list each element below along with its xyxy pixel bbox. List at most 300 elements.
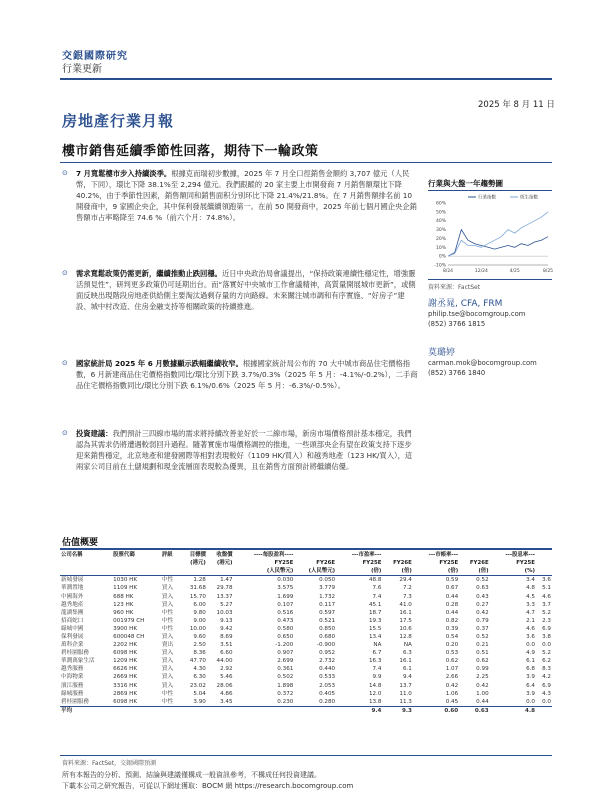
table-cell: 買入	[161, 593, 174, 600]
table-cell: 綠城中國	[61, 625, 84, 632]
table-cell: 3.6	[542, 577, 551, 584]
table-cell: 綠城服務	[61, 690, 84, 697]
table-cell: 10.03	[216, 609, 233, 616]
table-cell: 0.680	[319, 633, 336, 640]
table-cell: 0.580	[277, 625, 294, 632]
table-header-cell: FY26E	[469, 560, 489, 567]
table-header-cell	[207, 567, 234, 576]
table-cell: 0.44	[476, 698, 489, 705]
table-header-cell: (人民幣元)	[234, 567, 295, 576]
table-cell: 6.1	[526, 658, 535, 665]
table-cell: 0.0	[542, 642, 551, 649]
series-line	[448, 212, 548, 256]
headline-divider	[60, 162, 552, 163]
report-headline: 樓市銷售延續季節性回落，期待下一輪政策	[62, 144, 319, 159]
table-cell: 0.907	[277, 650, 294, 657]
table-cell: 中性	[161, 690, 174, 697]
table-row	[60, 584, 552, 592]
table-cell: 5.1	[542, 585, 551, 592]
table-cell: 44.00	[216, 658, 233, 665]
y-tick-label: -10%	[434, 263, 446, 269]
table-cell: 2869 HK	[113, 690, 138, 697]
table-cell: 0.45	[445, 698, 459, 705]
analyst-phone: (852) 3766 1815	[428, 320, 486, 328]
table-header-cell	[536, 551, 552, 559]
table-cell: 9.4	[336, 706, 382, 715]
table-cell: 600048 CH	[113, 633, 145, 640]
table-cell: 中國海外	[61, 593, 84, 600]
table-total-row	[60, 706, 552, 715]
table-cell: 23.02	[189, 682, 206, 689]
table-header-row	[60, 551, 552, 559]
table-cell: 9.42	[220, 625, 233, 632]
table-cell: 29.4	[399, 577, 412, 584]
table-header-cell: (人民幣元)	[294, 567, 336, 576]
table-cell: 0.52	[476, 577, 489, 584]
analyst-name: 謝丞晁, CFA, FRM	[428, 299, 503, 309]
table-header-cell	[60, 559, 112, 567]
table-cell: 1209 HK	[113, 658, 138, 665]
table-cell: 4.7	[526, 609, 535, 616]
table-cell: 1030 HK	[113, 577, 138, 584]
table-cell: 2.25	[476, 674, 489, 681]
table-cell: 7.2	[402, 585, 412, 592]
table-cell: 4.30	[193, 666, 206, 673]
table-cell: 0.597	[319, 609, 336, 616]
table-cell: 2669 HK	[113, 674, 138, 681]
table-cell: 越秀服務	[61, 666, 84, 673]
table-cell: 6.1	[402, 666, 412, 673]
table-cell: 7.6	[372, 585, 382, 592]
table-header-cell: 目標價	[189, 552, 206, 559]
table-cell: 華潤萬象生活	[61, 658, 95, 665]
table-cell: 5.2	[542, 650, 551, 657]
table-header-cell: (倍)	[459, 567, 489, 576]
table-cell: 0.107	[277, 601, 294, 608]
table-cell: 2.732	[319, 658, 336, 665]
table-cell: 3.7	[542, 601, 551, 608]
table-cell: 0.39	[445, 625, 459, 632]
table-header-cell: (港元)	[216, 560, 233, 567]
table-cell: 買入	[161, 658, 174, 665]
table-cell: 688 HK	[113, 593, 134, 600]
valuation-table	[60, 551, 552, 715]
analyst-card	[428, 296, 525, 329]
table-cell: 0.63	[476, 585, 489, 592]
table-cell: 48.8	[368, 577, 382, 584]
table-cell: 9.60	[193, 633, 206, 640]
table-cell: 18.7	[368, 609, 382, 616]
bullet-icon: ⊙	[62, 269, 68, 277]
chart-bottom-divider	[428, 279, 552, 280]
table-cell	[180, 706, 207, 715]
table-cell: 買入	[161, 633, 174, 640]
table-cell: 17.5	[399, 617, 412, 624]
table-cell: 0.37	[476, 625, 489, 632]
table-cell: 0.0	[526, 642, 535, 649]
table-cell: 2.92	[220, 666, 233, 673]
table-cell: 1.07	[445, 666, 459, 673]
table-cell: 2.66	[445, 674, 459, 681]
table-cell: 6098 HK	[113, 698, 138, 705]
table-cell: 0.62	[476, 658, 489, 665]
table-cell: 16.1	[399, 658, 412, 665]
table-cell: 4.2	[542, 674, 551, 681]
y-tick-label: 30%	[435, 228, 446, 234]
table-row	[60, 665, 552, 673]
table-cell: 15.5	[368, 625, 382, 632]
table-header-cell	[112, 559, 161, 567]
table-row	[60, 657, 552, 665]
table-cell: -1.200	[275, 642, 294, 649]
table-cell: 1.898	[277, 682, 294, 689]
table-row	[60, 633, 552, 641]
table-cell: 6.2	[542, 658, 551, 665]
table-cell: 0.405	[319, 690, 336, 697]
table-cell: 2.3	[542, 617, 551, 624]
table-cell: 9.3	[382, 706, 412, 715]
table-header-cell: FY26E	[393, 560, 412, 567]
table-cell: 29.78	[216, 585, 233, 592]
table-cell: 濱江服務	[61, 682, 84, 689]
analyst-email[interactable]: carman.mok@bocomgroup.com	[428, 359, 537, 367]
table-cell: 4.8	[526, 585, 535, 592]
table-cell: 2.053	[319, 682, 336, 689]
table-cell: 6.9	[542, 625, 551, 632]
table-cell: 萬科企業	[61, 642, 84, 649]
table-cell: 買入	[161, 682, 174, 689]
table-cell: 3900 HK	[113, 625, 138, 632]
table-cell: 11.0	[399, 690, 412, 697]
table-cell: 6.30	[193, 674, 206, 681]
table-cell	[294, 706, 336, 715]
table-header-cell: FY26E	[316, 560, 336, 567]
table-cell: 0.62	[445, 658, 459, 665]
table-row	[60, 682, 552, 690]
table-cell: 1.732	[319, 593, 336, 600]
table-cell: 0.361	[277, 666, 294, 673]
bullet-point	[62, 428, 418, 472]
table-header-cell	[161, 567, 180, 576]
table-cell: 0.650	[277, 633, 294, 640]
table-cell: 47.70	[189, 658, 206, 665]
table-cell: 001979 CH	[113, 617, 145, 624]
chart-source: 資料來源：FactSet	[428, 284, 481, 291]
table-cell: 保利發展	[61, 633, 84, 640]
table-cell: 6.60	[220, 650, 233, 657]
table-row	[60, 592, 552, 600]
table-cell: 10.00	[189, 625, 206, 632]
download-link-text[interactable]: 下載本公司之研究報告，可從以下網址獲取：BOCM 網 https://research.bocomgroup.com	[62, 782, 354, 790]
table-cell: 4.5	[526, 593, 535, 600]
table-cell: 0.20	[445, 642, 459, 649]
table-cell: 0.473	[277, 617, 294, 624]
table-cell: 平均	[60, 706, 112, 715]
analyst-phone: (852) 3766 1840	[428, 369, 486, 377]
table-row	[60, 625, 552, 633]
y-tick-label: 0%	[438, 254, 446, 260]
table-cell: 6098 HK	[113, 650, 138, 657]
table-cell: 16.3	[368, 658, 382, 665]
table-cell: 8.36	[193, 650, 206, 657]
table-cell: 0.27	[476, 601, 489, 608]
table-cell: 6626 HK	[113, 666, 138, 673]
table-cell: 0.42	[445, 682, 459, 689]
table-cell: 960 HK	[113, 609, 134, 616]
x-tick-label: 4/25	[509, 269, 520, 274]
table-bottom-divider	[60, 755, 552, 756]
chart-lines	[448, 194, 548, 257]
table-row	[60, 690, 552, 698]
analyst-card	[428, 345, 537, 378]
table-cell: 0.63	[459, 706, 489, 715]
report-date: 2025 年 8 月 11 日	[478, 100, 555, 110]
table-cell: 3.90	[193, 698, 206, 705]
table-cell: 買入	[161, 650, 174, 657]
table-cell: 0.52	[476, 633, 489, 640]
table-cell: 碧桂園服務	[61, 698, 89, 705]
table-cell: 45.1	[368, 601, 382, 608]
table-cell: 0.59	[445, 577, 459, 584]
legend-label: 行業指數	[478, 195, 496, 201]
series-line	[448, 230, 548, 257]
table-cell: 0.82	[445, 617, 459, 624]
table-cell: 中性	[161, 625, 174, 632]
table-header-row	[60, 559, 552, 567]
bullet-lead: 7 月寬鬆樓市步入持續淡季。	[76, 169, 172, 178]
table-cell: 9.80	[193, 609, 206, 616]
report-type: 行業更新	[62, 64, 102, 75]
table-cell: 3.45	[220, 698, 233, 705]
table-cell: 中海物業	[61, 674, 84, 681]
table-cell: 0.67	[445, 585, 459, 592]
table-header-cell: ---市盈率---	[351, 552, 382, 559]
legend-label: 恆生指數	[520, 195, 538, 201]
chart-axes	[434, 201, 553, 275]
table-cell: 0.79	[476, 617, 489, 624]
table-cell	[234, 706, 295, 715]
bullet-lead: 投資建議：	[76, 429, 113, 438]
table-cell: 11.3	[399, 698, 412, 705]
table-cell: 1.28	[193, 577, 206, 584]
table-cell: 31.68	[189, 585, 206, 592]
table-cell: 4.6	[526, 625, 535, 632]
bullet-text: 我們預計三四線市場的需求將持續改善並好於一二線市場，新房市場價格預計基本穩定，我們認為其需求仍將遭遇較弱回升過程。隨著實施市場價格調控的推進，一些頭部央企有望在政策支持下逐步迎來銷售穩定，北京地產和建發國際等相對表現較好（1109 HK/買入）和越秀地產（123 HK/買入），這兩家公司目前在土儲規劃和現金流層面表現較為優異，且在銷售方面預計將繼續佔優。	[76, 429, 413, 471]
table-cell: 華潤置地	[61, 585, 84, 592]
table-cell: 41.0	[399, 601, 412, 608]
table-header-cell: (倍)	[336, 567, 382, 576]
bullet-text: 近日中央政治局會議提出，“保持政策連續性穩定性，增強靈活預見性”，研判更多政策仍可延期出台。而“落實好中央城市工作會議精神，高質量開展城市更新”，或側面反映出現階段房地產供給側主要淘汰過剩存量的方向路線。未來關注城市調和有序實施、“好房子”建設、城中村改造、住房金融支持等相關政策的持續推進。	[76, 269, 416, 311]
table-cell: 14.8	[368, 682, 382, 689]
table-cell: 3.9	[526, 690, 535, 697]
bullet-text: 根據國家統計局公布的 70 大中城市商品住宅價格指數，6 月新建商品住宅價格指數同比/環比分別下跌 3.7%/0.3%（2025 年 5 月：-4.1%/-0.2%），二手商品住宅價格指數同比/環比分別下跌 6.1%/0.6%（2025 年 5 月：-6.3%/-0.5%）。	[76, 359, 418, 390]
bullet-point	[62, 268, 418, 312]
x-tick-label: 8/25	[542, 269, 554, 274]
chart-title: 行業與大盤一年趨勢圖	[428, 179, 503, 188]
bullet-icon: ⊙	[62, 169, 68, 177]
table-cell: 3.51	[220, 642, 233, 649]
table-cell: 0.521	[319, 617, 336, 624]
table-cell: 6.7	[372, 650, 382, 657]
table-row	[60, 609, 552, 617]
y-tick-label: 20%	[435, 236, 446, 242]
table-cell: 0.21	[476, 642, 489, 649]
table-header-cell	[60, 567, 112, 576]
table-header-cell: 股票代碼	[113, 552, 135, 559]
table-cell: 3.6	[526, 633, 535, 640]
table-row	[60, 601, 552, 609]
table-cell: 龍湖集團	[61, 609, 84, 616]
table-cell: 4.8	[490, 706, 536, 715]
table-row	[60, 576, 552, 585]
table-cell: 7.3	[402, 593, 412, 600]
table-header-cell	[382, 551, 412, 559]
table-cell: 買入	[161, 601, 174, 608]
table-cell: 4.86	[220, 690, 233, 697]
table-cell: 2.699	[277, 658, 294, 665]
table-cell: NA	[403, 642, 412, 649]
table-cell: 0.952	[319, 650, 336, 657]
table-header-cell: (倍)	[413, 567, 459, 576]
table-cell: 1.00	[476, 690, 489, 697]
table-cell: 10.6	[399, 625, 412, 632]
table-cell: 6.4	[526, 682, 535, 689]
table-header-cell: 公司名稱	[61, 552, 83, 559]
table-cell: 新城發展	[61, 577, 84, 584]
table-cell: 0.99	[476, 666, 489, 673]
table-cell: 0.43	[476, 593, 489, 600]
section-title: 房地產行業月報	[62, 112, 175, 130]
bullet-point	[62, 358, 418, 391]
table-cell: 28.06	[216, 682, 233, 689]
table-cell: 3.4	[526, 577, 535, 584]
table-cell: 9.13	[220, 617, 233, 624]
table-row	[60, 649, 552, 657]
table-cell	[112, 706, 161, 715]
table-cell: 中性	[161, 609, 174, 616]
bullet-text: 根據克而瑞初步數據，2025 年 7 月全口徑銷售金額約 3,707 億元（人民幣，下同），環比下降 38.1%至 2,294 億元。我們跟蹤的 20 家主要上市開發商 7 月銷售額環比下降 40.2%，由于季節性因素，銷售額同和銷售面积分别环比下降 21.4%/21.8%。在 7 月銷售額排名前 10 開發商中，9 家國企央企，其中保利發展繼續領跑第一。在前 50 開發商中，2025 年前七個月國企央企銷售額市占率略降至 74.6 %（前六个月：74.8%）。	[76, 169, 417, 222]
table-cell: 7.4	[372, 593, 382, 600]
table-cell: 6.3	[402, 650, 412, 657]
table-cell: 0.533	[319, 674, 336, 681]
table-cell: 招商蛇口	[61, 617, 84, 624]
table-cell: 0.44	[445, 593, 459, 600]
table-cell: 8.3	[542, 666, 551, 673]
table-cell: 中性	[161, 577, 174, 584]
table-cell: 9.9	[372, 674, 382, 681]
table-cell: 0.440	[319, 666, 336, 673]
table-cell: 0.60	[413, 706, 459, 715]
table-cell: 15.70	[189, 593, 206, 600]
analyst-name: 莫璐婷	[428, 348, 456, 358]
table-cell: 8.69	[220, 633, 233, 640]
table-cell: 9.4	[402, 674, 412, 681]
table-header-cell	[161, 559, 180, 567]
table-cell: 9.00	[193, 617, 206, 624]
table-cell: NA	[373, 642, 382, 649]
table-cell: 12.8	[399, 633, 412, 640]
table-cell: 5.2	[542, 609, 551, 616]
analyst-email[interactable]: philip.tse@bocomgroup.com	[428, 310, 526, 318]
y-tick-label: 40%	[435, 219, 446, 225]
table-cell: 0.51	[476, 650, 489, 657]
table-cell	[161, 706, 180, 715]
y-tick-label: 10%	[435, 245, 446, 251]
table-cell: 0.030	[277, 577, 294, 584]
table-cell: 中性	[161, 617, 174, 624]
table-cell: 越秀地產	[61, 601, 84, 608]
table-cell: 7.4	[372, 666, 382, 673]
table-cell: 買入	[161, 585, 174, 592]
table-header-cell: FY25E	[362, 560, 382, 567]
table-row	[60, 673, 552, 681]
x-tick-label: 8/24	[442, 269, 454, 274]
x-tick-label: 12/24	[474, 269, 488, 274]
table-cell: 3.575	[277, 585, 294, 592]
table-cell: 3.8	[542, 633, 551, 640]
table-row	[60, 698, 552, 707]
y-tick-label: 50%	[435, 210, 446, 216]
table-source: 資料來源：FactSet，交銀國際預測	[62, 760, 157, 767]
table-cell: 2.1	[526, 617, 535, 624]
table-cell: 1109 HK	[113, 585, 138, 592]
chart-divider	[428, 190, 552, 191]
table-header-cell: FY25E	[439, 560, 459, 567]
table-cell: 2.50	[193, 642, 206, 649]
table-cell: 0.516	[277, 609, 294, 616]
table-cell: 6.9	[542, 682, 551, 689]
table-cell: 5.04	[193, 690, 206, 697]
table-cell: 0.280	[319, 698, 336, 705]
table-cell: 0.53	[445, 650, 459, 657]
table-cell: 0.0	[526, 698, 535, 705]
table-cell: 0.230	[277, 698, 294, 705]
table-header-cell: (倍)	[382, 567, 412, 576]
table-cell: -0.900	[317, 642, 336, 649]
bullet-point	[62, 168, 418, 223]
table-header-cell: ---股息率---	[505, 552, 535, 559]
table-title: 估值概要	[62, 538, 99, 548]
table-row	[60, 617, 552, 625]
table-cell: 0.502	[277, 674, 294, 681]
bullet-lead: 需求寬鬆政策仍需更新，繼續推動止跌回穩。	[76, 269, 222, 278]
brand-logo-text: 交銀國際研究	[62, 51, 128, 62]
table-cell: 碧桂園服務	[61, 650, 89, 657]
table-header-cell: FY25E	[516, 560, 535, 567]
bullet-icon: ⊙	[62, 429, 68, 437]
table-cell: 3.3	[526, 601, 535, 608]
disclaimer-text: 所有本報告的分析、預測、結論與建議僅構成一般資訊參考，不構成任何投資建議。	[62, 771, 321, 779]
table-cell: 13.4	[368, 633, 382, 640]
table-cell: 4.3	[542, 690, 551, 697]
table-cell: 0.372	[277, 690, 294, 697]
table-cell: 2202 HK	[113, 642, 138, 649]
table-cell	[207, 706, 234, 715]
table-cell: 0.42	[476, 682, 489, 689]
table-cell: 買入	[161, 666, 174, 673]
table-cell: 3.779	[319, 585, 336, 592]
bullet-lead: 國家統計局 2025 年 6 月數據顯示跌幅繼續收窄。	[76, 359, 243, 368]
table-cell: 6.8	[526, 666, 535, 673]
table-cell: 1.699	[277, 593, 294, 600]
table-cell: 1.06	[445, 690, 459, 697]
table-cell: 4.6	[542, 593, 551, 600]
table-cell: 13.7	[399, 682, 412, 689]
table-header-cell: ---市帳率---	[428, 552, 459, 559]
table-cell: 0.44	[445, 609, 459, 616]
table-cell: 0.42	[476, 609, 489, 616]
table-header-cell: (港元)	[190, 560, 206, 567]
